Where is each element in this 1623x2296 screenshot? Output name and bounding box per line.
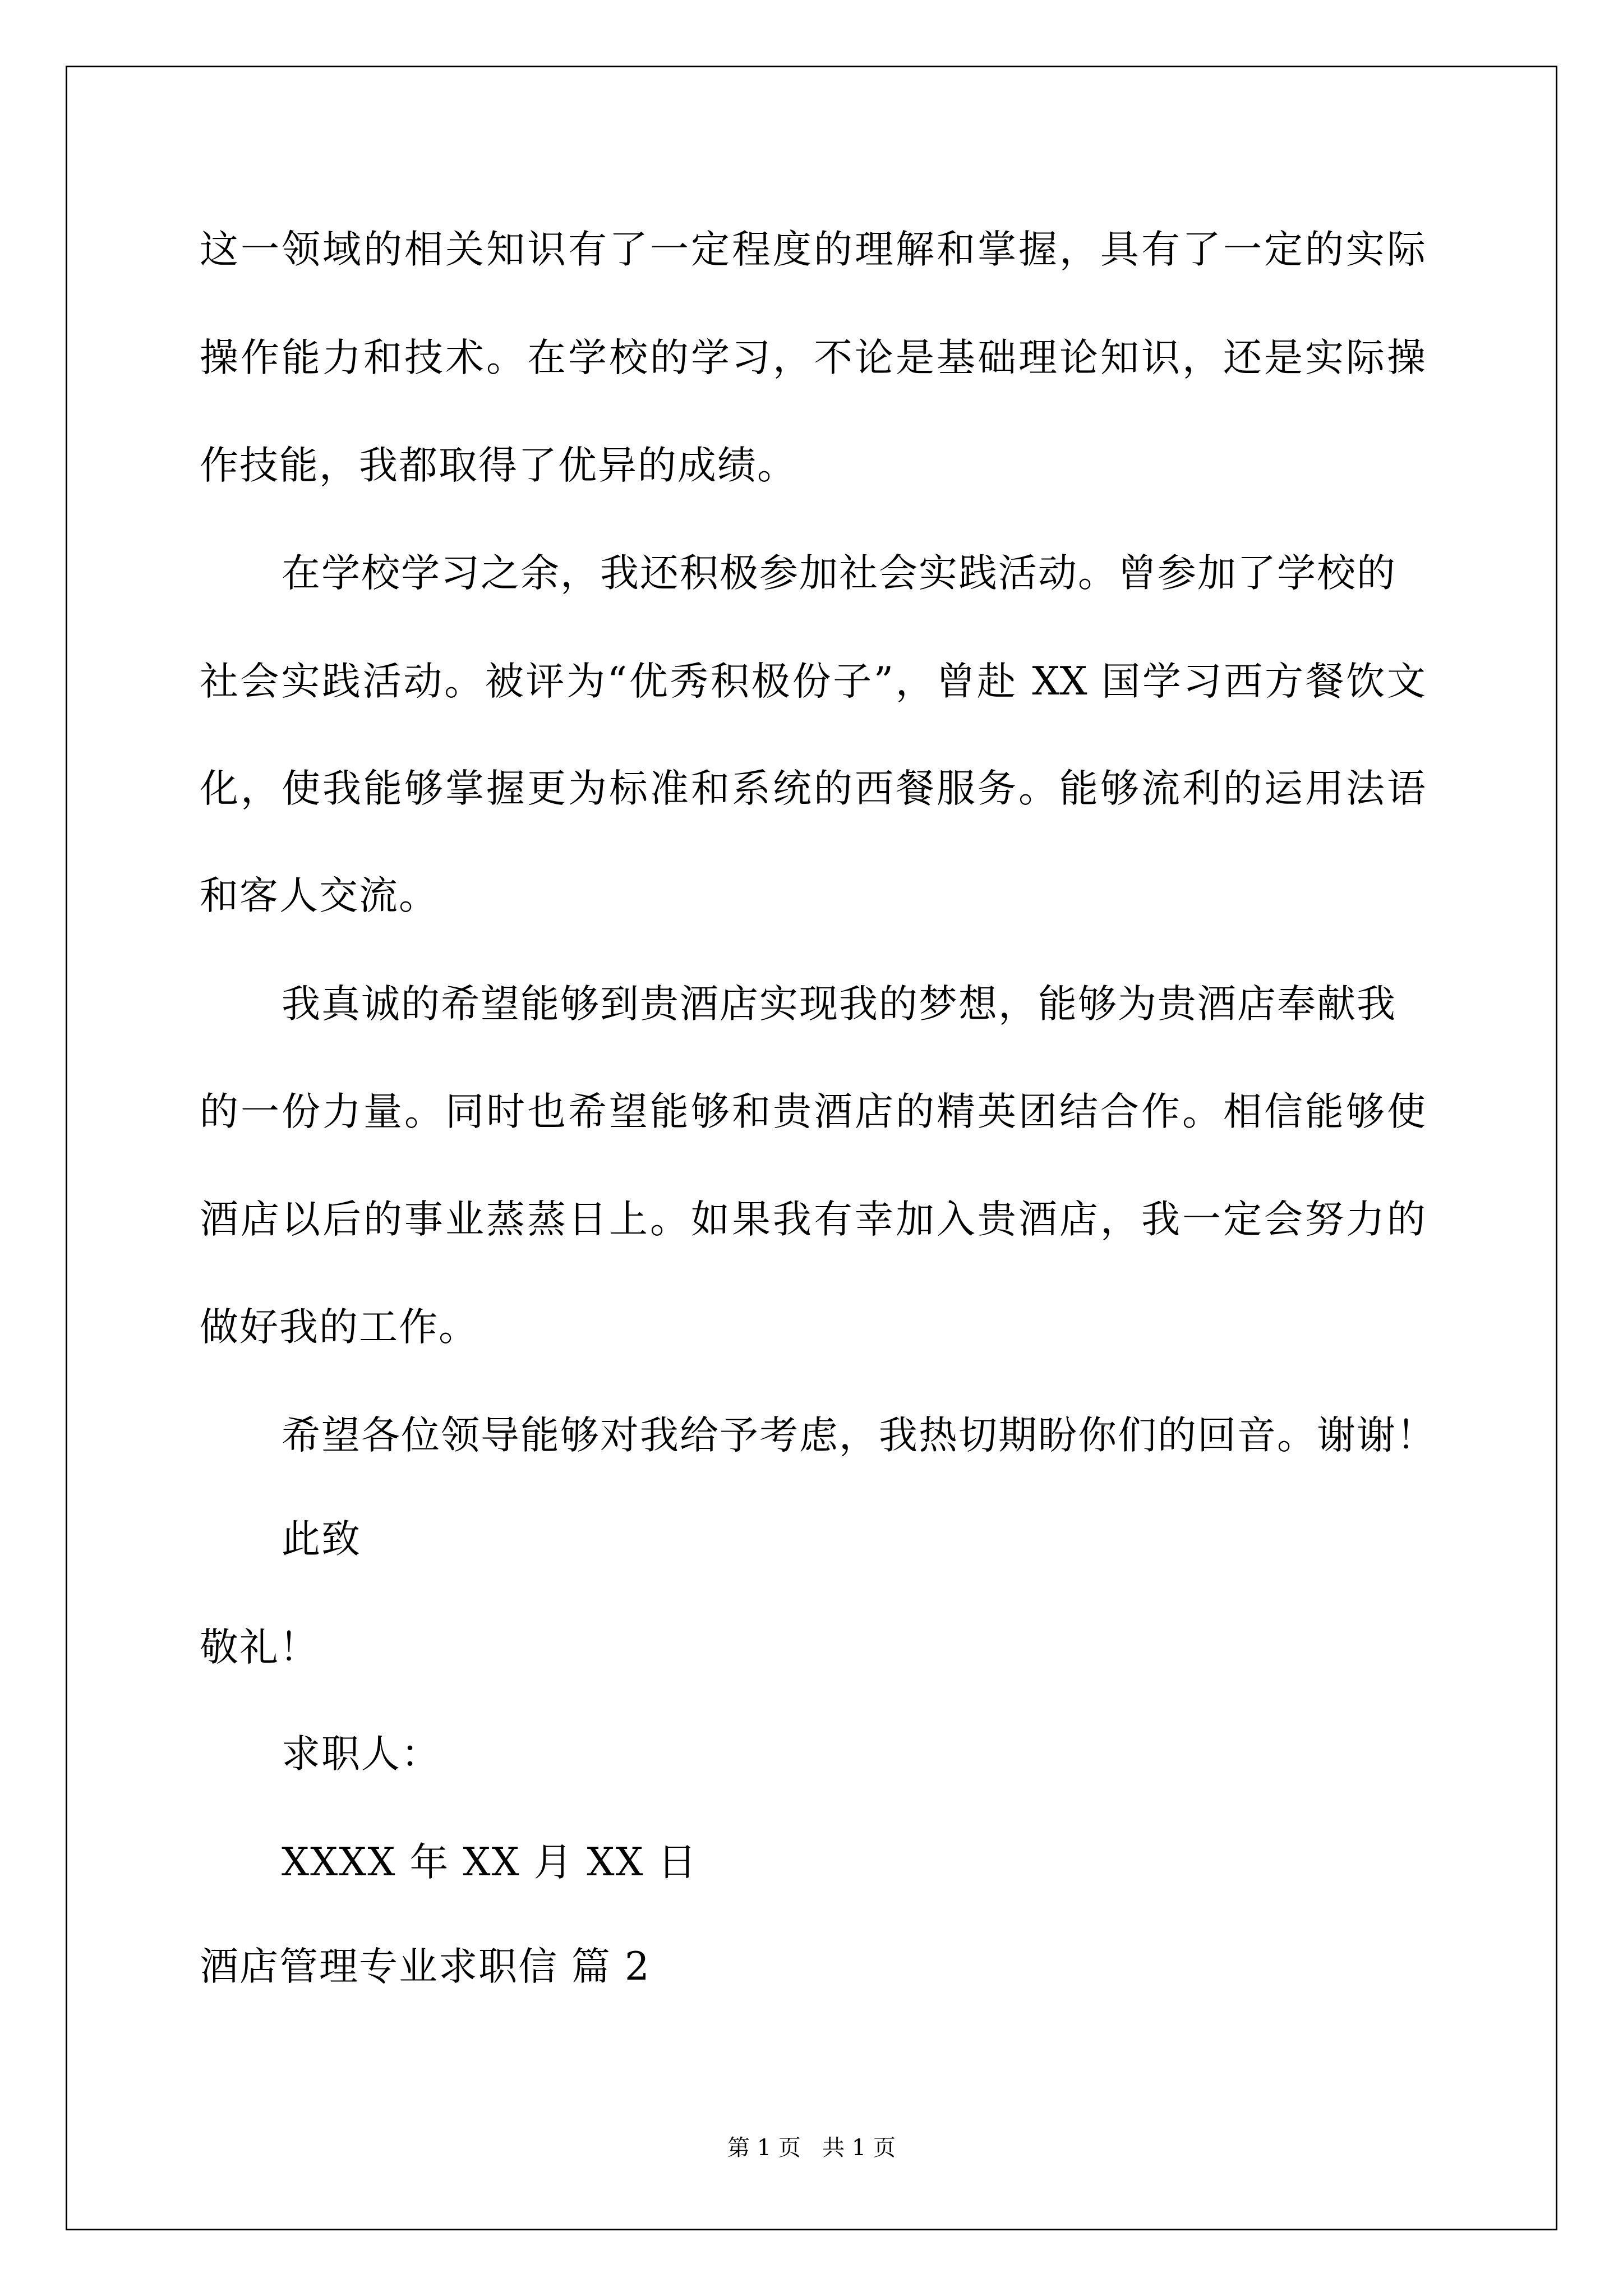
- body-line-1: 这一领域的相关知识有了一定程度的理解和掌握，具有了一定的实际: [200, 227, 1426, 272]
- body-line-9: 的一份力量。同时也希望能够和贵酒店的精英团结合作。相信能够使: [200, 1089, 1426, 1134]
- body-line-2: 操作能力和技术。在学校的学习，不论是基础理论知识，还是实际操: [200, 335, 1426, 380]
- body-line-4: 在学校学习之余，我还积极参加社会实践活动。曾参加了学校的: [282, 551, 1396, 596]
- page-footer: [0, 2134, 1623, 2161]
- applicant-label: 求职人：: [282, 1732, 441, 1777]
- body-line-10: 酒店以后的事业蒸蒸日上。如果我有幸加入贵酒店，我一定会努力的: [200, 1197, 1426, 1242]
- body-line-3: 作技能，我都取得了优异的成绩。: [200, 443, 797, 488]
- body-line-12: 希望各位领导能够对我给予考虑，我热切期盼你们的回音。谢谢！: [282, 1413, 1436, 1458]
- body-line-8: 我真诚的希望能够到贵酒店实现我的梦想，能够为贵酒店奉献我: [282, 982, 1396, 1027]
- page-number: 第 1 页 共 1 页: [727, 2135, 896, 2161]
- closing-salutation: 此致: [282, 1517, 361, 1562]
- page-border: [66, 66, 1557, 2230]
- closing-respect: 敬礼！: [200, 1625, 319, 1670]
- body-line-11: 做好我的工作。: [200, 1305, 478, 1350]
- section-heading: 酒店管理专业求职信 篇 2: [200, 1944, 651, 1989]
- body-line-5: 社会实践活动。被评为“优秀积极份子”，曾赴 XX 国学习西方餐饮文: [200, 659, 1426, 704]
- body-line-7: 和客人交流。: [200, 873, 439, 918]
- date-line: XXXX 年 XX 月 XX 日: [282, 1840, 698, 1885]
- body-line-6: 化，使我能够掌握更为标准和系统的西餐服务。能够流利的运用法语: [200, 766, 1426, 811]
